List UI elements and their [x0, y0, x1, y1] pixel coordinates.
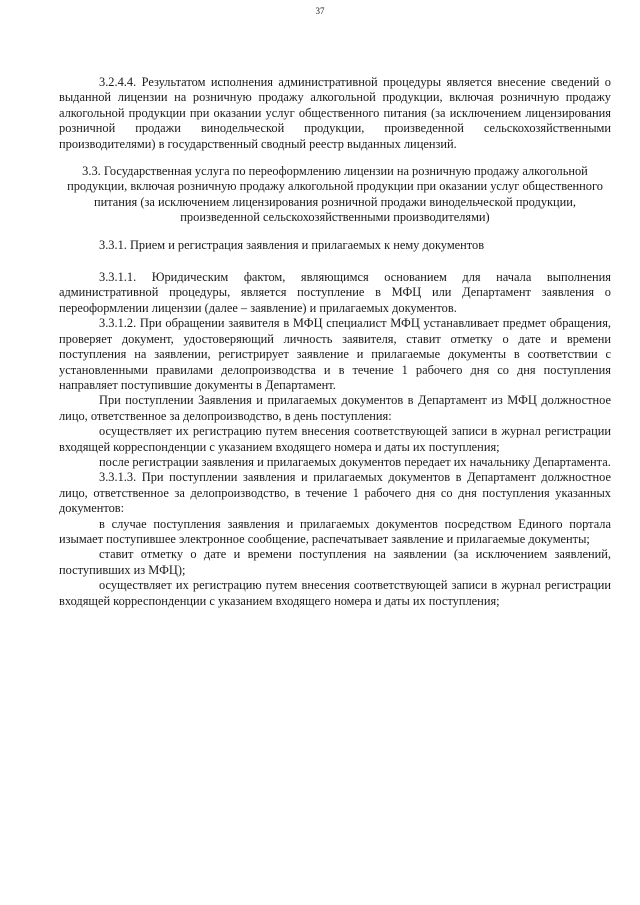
- section-heading-3-3: 3.3. Государственная услуга по переоформлению лицензии на розничную продажу алкогольной продукции, включая розничную продажу алкогольной продукции при оказании услуг общественного питания (за исключением лицензирования розничной продажи винодельческой продукции, произведенной сельскохозяйственными производителями): [67, 164, 603, 225]
- paragraph-registration-1: осуществляет их регистрацию путем внесения соответствующей записи в журнал регистрации входящей корреспонденции с указанием входящего номера и даты их поступления;: [59, 424, 611, 454]
- paragraph-receipt-from-mfc: При поступлении Заявления и прилагаемых документов в Департамент из МФЦ должностное лицо, ответственное за делопроизводство, в день поступления:: [59, 393, 611, 423]
- page-number: 37: [315, 6, 325, 16]
- paragraph-after-registration: после регистрации заявления и прилагаемых документов передает их начальнику Департамента.: [99, 454, 611, 469]
- document-body: [59, 75, 611, 609]
- subsection-heading-3-3-1: 3.3.1. Прием и регистрация заявления и прилагаемых к нему документов: [99, 237, 485, 252]
- paragraph-3-3-1-1: 3.3.1.1. Юридическим фактом, являющимся основанием для начала выполнения административной процедуры, является поступление в МФЦ или Департамент заявления о переоформлении лицензии (далее – заявление) и прилагаемых документов.: [59, 270, 611, 315]
- paragraph-unified-portal: в случае поступления заявления и прилагаемых документов посредством Единого портала изымает поступившее электронное сообщение, распечатывает заявление и прилагаемые документы;: [59, 516, 611, 546]
- paragraph-3-3-1-3: 3.3.1.3. При поступлении заявления и прилагаемых документов в Департамент должностное лицо, ответственное за делопроизводство, в течение 1 рабочего дня со дня поступления указанных документов:: [59, 470, 611, 516]
- paragraph-date-mark: ставит отметку о дате и времени поступления на заявлении (за исключением заявлений, поступивших из МФЦ);: [59, 547, 611, 577]
- paragraph-3-2-4-4: 3.2.4.4. Результатом исполнения административной процедуры является внесение сведений о выданной лицензии на розничную продажу алкогольной продукции, включая розничную продажу алкогольной продукции при оказании услуг общественного питания (за исключением лицензирования розничной продажи винодельческой продукции, произведенной сельскохозяйственными производителями) в государственный сводный реестр выданных лицензий.: [59, 75, 611, 151]
- paragraph-registration-2: осуществляет их регистрацию путем внесения соответствующей записи в журнал регистрации входящей корреспонденции с указанием входящего номера и даты их поступления;: [59, 578, 611, 608]
- paragraph-3-3-1-2: 3.3.1.2. При обращении заявителя в МФЦ специалист МФЦ устанавливает предмет обращения, проверяет документ, удостоверяющий личность заявителя, ставит отметку о дате и времени поступления на заявлении, регистрирует заявление и прилагаемые документы в соответствии с установленными правилами делопроизводства и в течение 1 рабочего дня со дня поступления направляет поступившие документы в Департамент.: [59, 316, 611, 392]
